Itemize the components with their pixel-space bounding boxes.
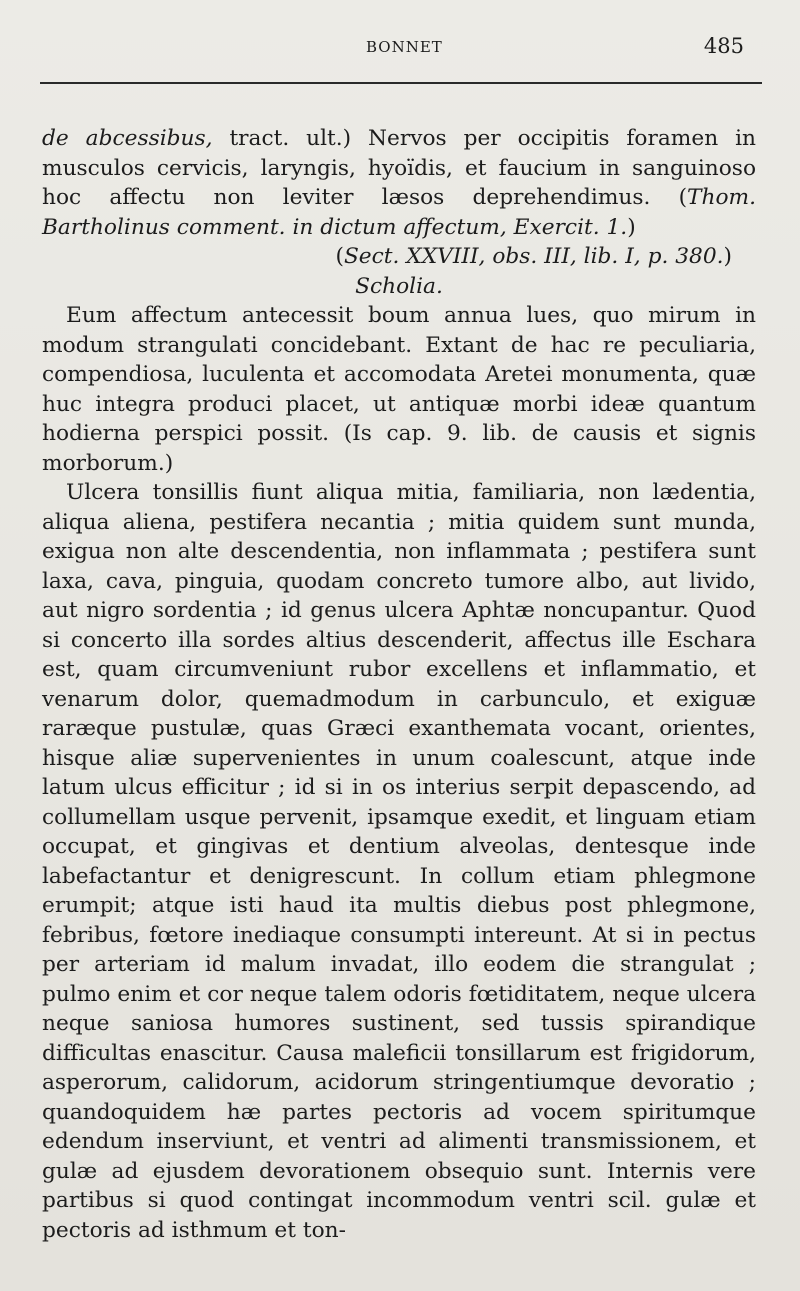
- citation-italic: Thom. Bartholinus comment. in dictum affectum, Exercit. 1.: [42, 185, 756, 240]
- reference-close: ): [723, 244, 732, 269]
- reference-open: (: [335, 244, 344, 269]
- running-head: BONNET: [366, 38, 443, 56]
- italic-lead: de abcessibus,: [42, 126, 213, 151]
- citation-close: ): [627, 214, 636, 240]
- paragraph-2: Eum affectum antecessit boum annua lues, quo mirum in modum strangulati concidebant. Extant de hac re peculiaria, compendiosa, luculenta et accomodata Aretei monumenta, quæ huc integra produci placet, ut antiquæ morbi ideæ quantum hodierna perspici possit. (Is cap. 9. lib. de causis et signis morborum.): [42, 303, 756, 476]
- reference-text: Sect. XXVIII, obs. III, lib. I, p. 380.: [343, 244, 724, 269]
- scholia-heading: Scholia.: [355, 273, 443, 299]
- paragraph-3: Ulcera tonsillis fiunt aliqua mitia, familiaria, non lædentia, aliqua aliena, pestifera necantia ; mitia quidem sunt munda, exigua non alte descendentia, non inflammata ; pestifera sunt laxa, cava, pinguia, quodam concreto tumore albo, aut livido, aut nigro sordentia ; id genus ulcera Aphtæ noncupantur. Quod si concerto illa sordes altius descenderit, affectus ille Eschara est, quam circumveniunt rubor excellens et inflammatio, et venarum dolor, quemadmodum in carbunculo, et exiguæ raræque pustulæ, quas Græci exanthemata vocant, orientes, hisque aliæ supervenientes in unum coalescunt, atque inde latum ulcus efficitur ; id si in os interius serpit depascendo, ad collumellam usque pervenit, ipsamque exedit, et linguam etiam occupat, et gingivas et dentium alveolas, dentesque inde labefactantur et denigrescunt. In collum etiam phlegmone erumpit; atque isti haud ita multis diebus post phlegmone, febribus, fœtore inediaque consumpti intereunt. At si in pectus per arteriam id malum invadat, illo eodem die strangulat ; pulmo enim et cor neque talem odoris fœtiditatem, neque ulcera neque saniosa humores sustinent, sed tussis spirandique difficultas enascitur. Causa maleficii tonsillarum est frigidorum, asperorum, calidorum, acidorum stringentiumque devoratio ; quandoquidem hæ partes pectoris ad vocem spiritumque edendum inserviunt, et ventri ad alimenti transmissionem, et gulæ ad ejusdem devorationem obsequio sunt. Internis vere partibus si quod contingat incommodum ventri scil. gulæ et pectoris ad isthmum et ton-: [42, 480, 756, 1243]
- body-text: [42, 124, 756, 1245]
- section-reference: [42, 242, 756, 272]
- page-number: 485: [703, 34, 744, 58]
- paragraph-1-text: tract. ult.) Nervos per occipitis foramen in musculos cervicis, laryngis, hyoïdis, et faucium in sanguinoso hoc affectu non leviter læsos deprehendimus. (: [42, 126, 756, 210]
- page-header: [40, 0, 762, 84]
- paragraph-1: [42, 124, 756, 242]
